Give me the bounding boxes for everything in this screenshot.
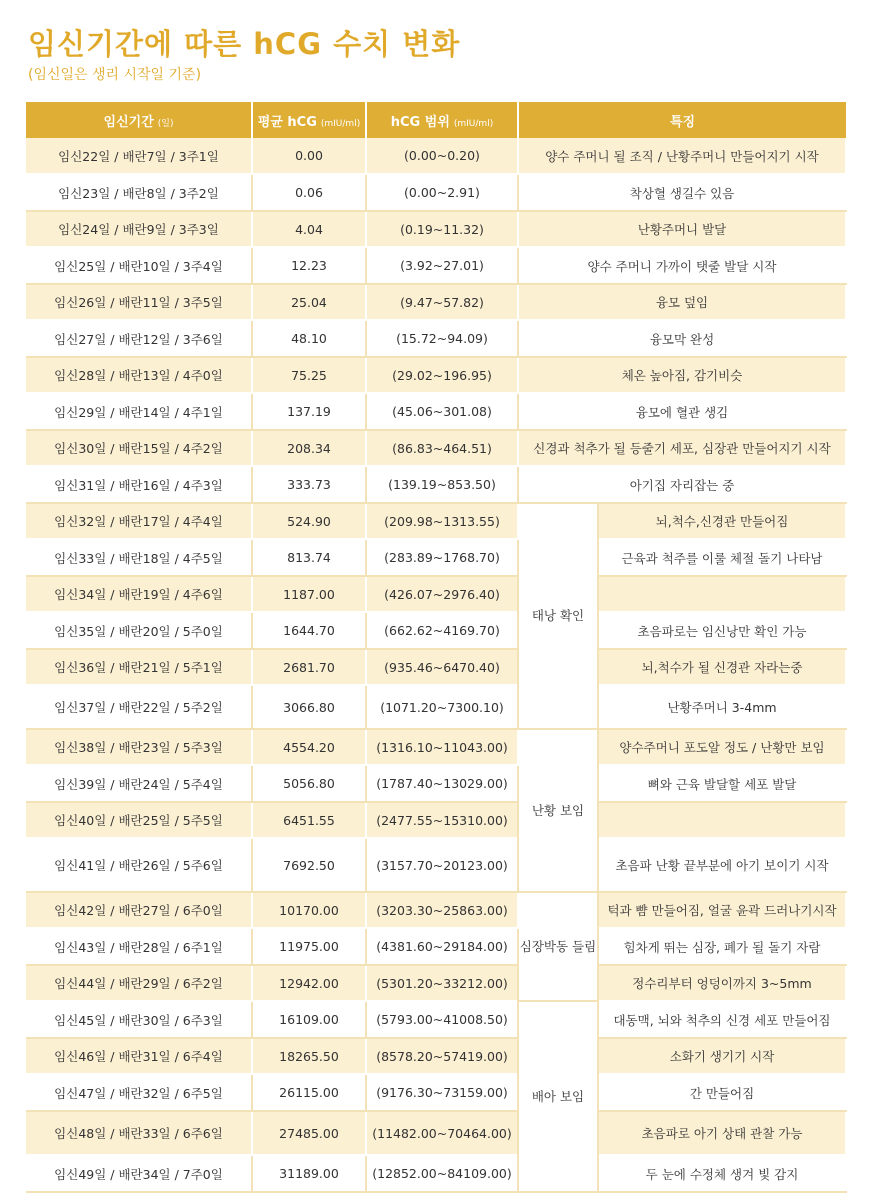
stage-cell: 배아 보임 [518,1001,598,1192]
period-cell: 임신39일 / 배란24일 / 5주4일 [26,765,252,802]
hcg-range-cell: (5793.00~41008.50) [366,1001,518,1038]
header-avg: 평균 hCG (mIU/ml) [252,102,366,138]
table-row [26,247,846,284]
period-cell: 임신29일 / 배란14일 / 4주1일 [26,393,252,430]
avg-hcg-cell: 48.10 [252,320,366,357]
feature-cell: 간 만들어짐 [598,1074,846,1111]
hcg-range-cell: (45.06~301.08) [366,393,518,430]
table-row [26,539,846,576]
feature-cell: 양수 주머니 가까이 탯줄 발달 시작 [518,247,846,284]
feature-cell: 신경과 척추가 될 등줄기 세포, 심장관 만들어지기 시작 [518,430,846,466]
feature-cell: 초음파로 아기 상태 관찰 가능 [598,1111,846,1155]
feature-cell [598,576,846,612]
period-cell: 임신32일 / 배란17일 / 4주4일 [26,503,252,539]
feature-cell: 뇌,척수가 될 신경관 자라는중 [598,649,846,685]
header-period-unit: (일) [157,118,174,129]
hcg-table [26,102,847,1193]
period-cell: 임신46일 / 배란31일 / 6주4일 [26,1038,252,1074]
hcg-range-cell: (11482.00~70464.00) [366,1111,518,1155]
period-cell: 임신45일 / 배란30일 / 6주3일 [26,1001,252,1038]
period-cell: 임신35일 / 배란20일 / 5주0일 [26,612,252,649]
table-row [26,466,846,503]
avg-hcg-cell: 813.74 [252,539,366,576]
stage-cell: 심장박동 들림 [518,892,598,1001]
hcg-range-cell: (2477.55~15310.00) [366,802,518,838]
page-subtitle: (임신일은 생리 시작일 기준) [28,67,202,83]
period-cell: 임신44일 / 배란29일 / 6주2일 [26,965,252,1001]
feature-cell: 턱과 뺨 만들어짐, 얼굴 윤곽 드러나기시작 [598,892,846,928]
header-feature: 특징 [518,102,846,138]
table-row [26,1074,846,1111]
table-row [26,1038,846,1074]
table-row [26,928,846,965]
feature-cell: 양수 주머니 될 조직 / 난황주머니 만들어지기 시작 [518,138,846,174]
feature-cell: 두 눈에 수정체 생겨 빛 감지 [598,1155,846,1192]
table-row [26,765,846,802]
period-cell: 임신41일 / 배란26일 / 5주6일 [26,838,252,892]
hcg-range-cell: (1071.20~7300.10) [366,685,518,729]
table-row [26,1155,846,1192]
avg-hcg-cell: 208.34 [252,430,366,466]
avg-hcg-cell: 26115.00 [252,1074,366,1111]
feature-cell: 뼈와 근육 발달할 세포 발달 [598,765,846,802]
period-cell: 임신47일 / 배란32일 / 6주5일 [26,1074,252,1111]
period-cell: 임신49일 / 배란34일 / 7주0일 [26,1155,252,1192]
header-range: hCG 범위 (mIU/ml) [366,102,518,138]
avg-hcg-cell: 524.90 [252,503,366,539]
table-row [26,211,846,247]
period-cell: 임신22일 / 배란7일 / 3주1일 [26,138,252,174]
avg-hcg-cell: 12942.00 [252,965,366,1001]
hcg-range-cell: (662.62~4169.70) [366,612,518,649]
period-cell: 임신48일 / 배란33일 / 6주6일 [26,1111,252,1155]
avg-hcg-cell: 18265.50 [252,1038,366,1074]
period-cell: 임신38일 / 배란23일 / 5주3일 [26,729,252,765]
feature-cell: 양수주머니 포도알 정도 / 난황만 보임 [598,729,846,765]
avg-hcg-cell: 3066.80 [252,685,366,729]
table-row [26,430,846,466]
feature-cell: 뇌,척수,신경관 만들어짐 [598,503,846,539]
table-row [26,284,846,320]
hcg-range-cell: (15.72~94.09) [366,320,518,357]
hcg-range-cell: (9.47~57.82) [366,284,518,320]
avg-hcg-cell: 1644.70 [252,612,366,649]
table-row [26,357,846,393]
avg-hcg-cell: 4.04 [252,211,366,247]
table-row [26,1111,846,1155]
feature-cell: 소화기 생기기 시작 [598,1038,846,1074]
hcg-range-cell: (8578.20~57419.00) [366,1038,518,1074]
hcg-range-cell: (139.19~853.50) [366,466,518,503]
table-row [26,649,846,685]
period-cell: 임신36일 / 배란21일 / 5주1일 [26,649,252,685]
feature-cell: 난황주머니 발달 [518,211,846,247]
hcg-range-cell: (283.89~1768.70) [366,539,518,576]
page-title: 임신기간에 따른 hCG 수치 변화 [28,27,461,61]
period-cell: 임신37일 / 배란22일 / 5주2일 [26,685,252,729]
hcg-range-cell: (0.00~2.91) [366,174,518,211]
hcg-range-cell: (3203.30~25863.00) [366,892,518,928]
header-period: 임신기간 (일) [26,102,252,138]
feature-cell: 융모막 완성 [518,320,846,357]
avg-hcg-cell: 0.00 [252,138,366,174]
avg-hcg-cell: 6451.55 [252,802,366,838]
avg-hcg-cell: 16109.00 [252,1001,366,1038]
period-cell: 임신28일 / 배란13일 / 4주0일 [26,357,252,393]
table-header-row [26,102,846,138]
hcg-range-cell: (3.92~27.01) [366,247,518,284]
avg-hcg-cell: 11975.00 [252,928,366,965]
avg-hcg-cell: 12.23 [252,247,366,284]
table-row [26,393,846,430]
period-cell: 임신24일 / 배란9일 / 3주3일 [26,211,252,247]
feature-cell: 난황주머니 3-4mm [598,685,846,729]
table-row [26,612,846,649]
table-row [26,729,846,765]
period-cell: 임신23일 / 배란8일 / 3주2일 [26,174,252,211]
table-row [26,892,846,928]
period-cell: 임신33일 / 배란18일 / 4주5일 [26,539,252,576]
table-row [26,138,846,174]
period-cell: 임신34일 / 배란19일 / 4주6일 [26,576,252,612]
hcg-range-cell: (1787.40~13029.00) [366,765,518,802]
period-cell: 임신26일 / 배란11일 / 3주5일 [26,284,252,320]
table-row [26,802,846,838]
feature-cell: 체온 높아짐, 감기비슷 [518,357,846,393]
table-row [26,965,846,1001]
table-row [26,174,846,211]
table-row [26,685,846,729]
feature-cell: 초음파 난황 끝부분에 아기 보이기 시작 [598,838,846,892]
hcg-range-cell: (4381.60~29184.00) [366,928,518,965]
feature-cell: 융모에 혈관 생김 [518,393,846,430]
table-row [26,503,846,539]
feature-cell: 정수리부터 엉덩이까지 3~5mm [598,965,846,1001]
avg-hcg-cell: 5056.80 [252,765,366,802]
hcg-range-cell: (0.19~11.32) [366,211,518,247]
avg-hcg-cell: 1187.00 [252,576,366,612]
hcg-range-cell: (3157.70~20123.00) [366,838,518,892]
hcg-range-cell: (935.46~6470.40) [366,649,518,685]
table-row [26,838,846,892]
header-range-unit: (mIU/ml) [453,118,494,129]
feature-cell: 융모 덮임 [518,284,846,320]
avg-hcg-cell: 0.06 [252,174,366,211]
period-cell: 임신25일 / 배란10일 / 3주4일 [26,247,252,284]
avg-hcg-cell: 25.04 [252,284,366,320]
table-row [26,320,846,357]
feature-cell: 근육과 척주를 이룰 체절 돌기 나타남 [598,539,846,576]
feature-cell [598,802,846,838]
period-cell: 임신30일 / 배란15일 / 4주2일 [26,430,252,466]
hcg-range-cell: (86.83~464.51) [366,430,518,466]
avg-hcg-cell: 4554.20 [252,729,366,765]
header-avg-unit: (mIU/ml) [320,118,361,129]
period-cell: 임신31일 / 배란16일 / 4주3일 [26,466,252,503]
period-cell: 임신40일 / 배란25일 / 5주5일 [26,802,252,838]
table-row [26,1001,846,1038]
avg-hcg-cell: 7692.50 [252,838,366,892]
period-cell: 임신43일 / 배란28일 / 6주1일 [26,928,252,965]
hcg-range-cell: (0.00~0.20) [366,138,518,174]
hcg-range-cell: (9176.30~73159.00) [366,1074,518,1111]
feature-cell: 초음파로는 임신낭만 확인 가능 [598,612,846,649]
hcg-range-cell: (1316.10~11043.00) [366,729,518,765]
feature-cell: 힘차게 뛰는 심장, 폐가 될 돌기 자람 [598,928,846,965]
hcg-range-cell: (12852.00~84109.00) [366,1155,518,1192]
hcg-range-cell: (426.07~2976.40) [366,576,518,612]
hcg-range-cell: (209.98~1313.55) [366,503,518,539]
stage-cell: 난황 보임 [518,729,598,892]
avg-hcg-cell: 27485.00 [252,1111,366,1155]
stage-cell: 태낭 확인 [518,503,598,729]
avg-hcg-cell: 31189.00 [252,1155,366,1192]
period-cell: 임신42일 / 배란27일 / 6주0일 [26,892,252,928]
avg-hcg-cell: 75.25 [252,357,366,393]
feature-cell: 착상혈 생길수 있음 [518,174,846,211]
avg-hcg-cell: 10170.00 [252,892,366,928]
hcg-range-cell: (5301.20~33212.00) [366,965,518,1001]
avg-hcg-cell: 333.73 [252,466,366,503]
hcg-range-cell: (29.02~196.95) [366,357,518,393]
feature-cell: 아기집 자리잡는 중 [518,466,846,503]
period-cell: 임신27일 / 배란12일 / 3주6일 [26,320,252,357]
avg-hcg-cell: 2681.70 [252,649,366,685]
avg-hcg-cell: 137.19 [252,393,366,430]
table-row [26,576,846,612]
feature-cell: 대동맥, 뇌와 척추의 신경 세포 만들어짐 [598,1001,846,1038]
